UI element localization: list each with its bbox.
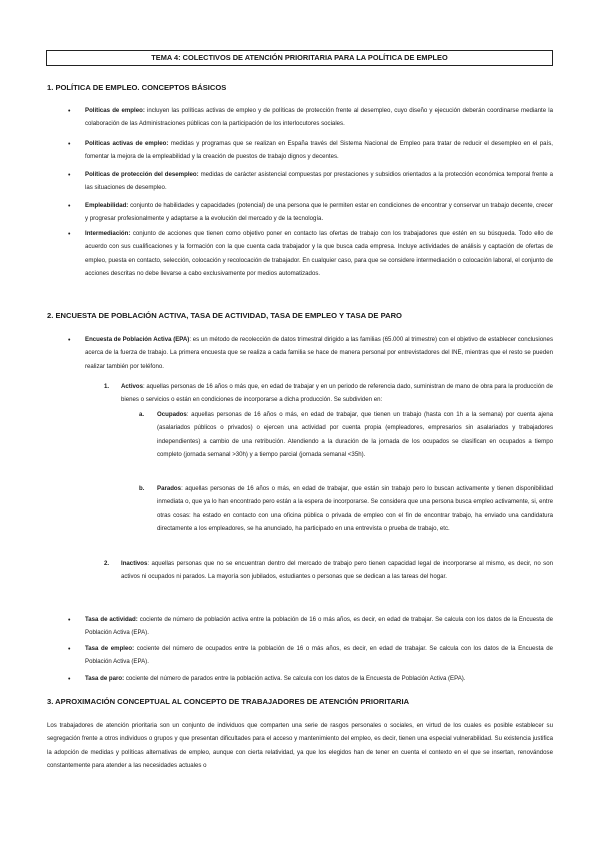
definition: incluyen las políticas activas de empleo y de políticas de protección frente al desempleo, cuyo diseño y ejecución deberán coordinarse mediante la colaboración de las Administraciones públicas con la participación de los interlocutores sociales.: [85, 107, 553, 128]
definition: medidas de carácter asistencial compuestas por prestaciones y subsidios orientados a la protección económica temporal frente a las situaciones de desempleo.: [85, 171, 554, 192]
section-1-heading: 1. POLÍTICA DE EMPLEO. CONCEPTOS BÁSICOS: [47, 83, 227, 92]
item-letter: b.: [139, 485, 145, 492]
section-2-heading: 2. ENCUESTA DE POBLACIÓN ACTIVA, TASA DE ACTIVIDAD, TASA DE EMPLEO Y TASA DE PARO: [47, 311, 402, 320]
term: Tasa de empleo:: [85, 645, 135, 652]
term: Inactivos: [121, 560, 148, 567]
bullet: •: [68, 231, 71, 238]
term: Tasa de paro:: [85, 675, 125, 682]
list-item-politicas-activas: [85, 137, 553, 164]
term: Políticas de protección del desempleo:: [85, 171, 199, 178]
item-letter: a.: [139, 411, 145, 418]
term: Ocupados: [157, 411, 187, 418]
bullet: •: [68, 203, 71, 210]
definition: : aquellas personas de 16 años o más que, en edad de trabajar y en un periodo de referencia dado, suministran de mano de obra para la producción de bienes o servicios o están en condiciones de incorporarse a dicha producción. Se subdividen en:: [121, 383, 553, 404]
term: Políticas activas de empleo:: [85, 140, 169, 147]
list-item-epa: [85, 333, 553, 373]
term: Tasa de actividad:: [85, 616, 138, 623]
list-item-inactivos: [121, 557, 553, 584]
bullet: •: [68, 337, 71, 344]
bullet: •: [68, 108, 71, 115]
definition: : es un método de recolección de datos trimestral dirigido a las familias (65.000 al trimestre) con el objetivo de establecer conclusiones acerca de la fuerza de trabajo. La primera encuesta que se realiza a cada familia se hace de manera personal por entrevistadores del INE, mientras que el resto se pueden realizar también por teléfono.: [85, 336, 553, 370]
definition: cociente del número de ocupados entre la población de 16 o más años, es decir, en edad de trabajar. Se calcula con los datos de la Encuesta de Población Activa (EPA).: [85, 645, 553, 666]
list-item-proteccion-desempleo: [85, 168, 553, 195]
definition: cociente del número de parados entre la población activa. Se calcula con los datos de la Encuesta de Población Activa (EPA).: [124, 675, 466, 682]
term: Parados: [157, 485, 182, 492]
definition: medidas y programas que se realizan en España través del Sistema Nacional de Empleo para tratar de reducir el desempleo en el país, fomentar la mejora de la empleabilidad y la creación de puestos de trabajo dignos y decentes.: [85, 140, 553, 161]
document-title: TEMA 4: COLECTIVOS DE ATENCIÓN PRIORITARIA PARA LA POLÍTICA DE EMPLEO: [46, 50, 553, 66]
term: Empleabilidad:: [85, 202, 129, 209]
term: Activos: [121, 383, 144, 390]
list-item-empleabilidad: [85, 199, 553, 226]
definition: cociente de número de población activa entre la población de 16 o más años, es decir, en edad de trabajar. Se calcula con los datos de la Encuesta de Población Activa (EPA).: [85, 616, 554, 637]
section-3-heading: 3. APROXIMACIÓN CONCEPTUAL AL CONCEPTO DE TRABAJADORES DE ATENCIÓN PRIORITARIA: [47, 697, 410, 706]
bullet: •: [68, 646, 71, 653]
list-item-parados: [157, 482, 553, 535]
list-item-activos: [121, 380, 553, 407]
bullet: •: [68, 141, 71, 148]
item-number: 2.: [104, 560, 110, 567]
definition: : aquellas personas de 16 años o más, en edad de trabajar, que tienen un trabajo (hasta con 1h a la semana) por cuenta ajena (asalariados públicos o privados) o ejercen una actividad por cuenta propia (empleadores, empresarios sin asalariados y trabajadores independientes) a cambio de una retribución. Atendiendo a la duración de la jornada de los ocupados se clasifican en ocupados a tiempo completo (jornada semanal >30h) y a tiempo parcial (jornada semanal <35h).: [157, 411, 553, 458]
bullet: •: [68, 172, 71, 179]
term: Políticas de empleo:: [85, 107, 145, 114]
section-3-paragraph: Los trabajadores de atención prioritaria son un conjunto de individuos que comparten una serie de rasgos personales o sociales, en virtud de los cuales es posible establecer su segregación frente a otros individuos o grupos y que presentan dificultades para el acceso y mantenimiento del empleo, es decir, tienen una especial vulnerabilidad. Su existencia justifica la adopción de medidas y políticas alternativas de empleo, aunque con cierta relatividad, ya que los elegidos han de tener en cuenta el contexto en el que se insertan, renovándose constantemente para atender a las necesidades actuales o: [47, 722, 553, 769]
list-item-intermediacion: [85, 227, 553, 280]
definition: : aquellas personas de 16 años o más, en edad de trabajar, que están sin trabajo pero lo buscan activamente y tienen disponibilidad inmediata o, que ya lo han encontrado pero están a la espera de incorporarse. Se considera que una persona busca empleo activamente, si, entre otras cosas: ha estado en contacto con una oficina pública o privada de empleo con el fin de encontrar trabajo, ha enviado una candidatura directamente a los empleadores, se ha anunciado, ha participado en una entrevista o prueba de trabajo, etc.: [157, 485, 553, 532]
bullet: •: [68, 676, 71, 683]
list-item-tasa-actividad: [85, 613, 553, 640]
term: Intermediación:: [85, 230, 131, 237]
bullet: •: [68, 617, 71, 624]
definition: conjunto de habilidades y capacidades (potencial) de una persona que le permiten estar en condiciones de encontrar y conservar un trabajo decente, crecer y progresar profesionalmente y adaptarse a la evolución del mercado y de la tecnología.: [85, 202, 553, 223]
list-item-tasa-paro: [85, 672, 553, 685]
list-item-tasa-empleo: [85, 642, 553, 669]
list-item-politicas-empleo: [85, 104, 553, 131]
definition: : aquellas personas que no se encuentran dentro del mercado de trabajo pero tienen capacidad legal de incorporarse al mismo, es decir, no son activos ni ocupados ni parados. La mayoría son jubilados, estudiantes o personas que se dedican a las tareas del hogar.: [121, 560, 553, 581]
term: Encuesta de Población Activa (EPA): [85, 336, 190, 343]
list-item-ocupados: [157, 408, 553, 461]
item-number: 1.: [104, 383, 110, 390]
definition: conjunto de acciones que tienen como objetivo poner en contacto las ofertas de trabajo con los trabajadores que estén en su búsqueda. Todo ello de acuerdo con sus cualificaciones y la formación con la que cuenta cada trabajador y la que busca cada empresa. Incluye actividades de análisis y captación de ofertas de empleo, puesta en contacto, selección, colocación y recolocación de trabajador. En cualquier caso, para que se considere intermediación o colocación laboral, el conjunto de acciones descritas no debe llevarse a cabo exclusivamente por medios automatizados.: [85, 230, 553, 277]
